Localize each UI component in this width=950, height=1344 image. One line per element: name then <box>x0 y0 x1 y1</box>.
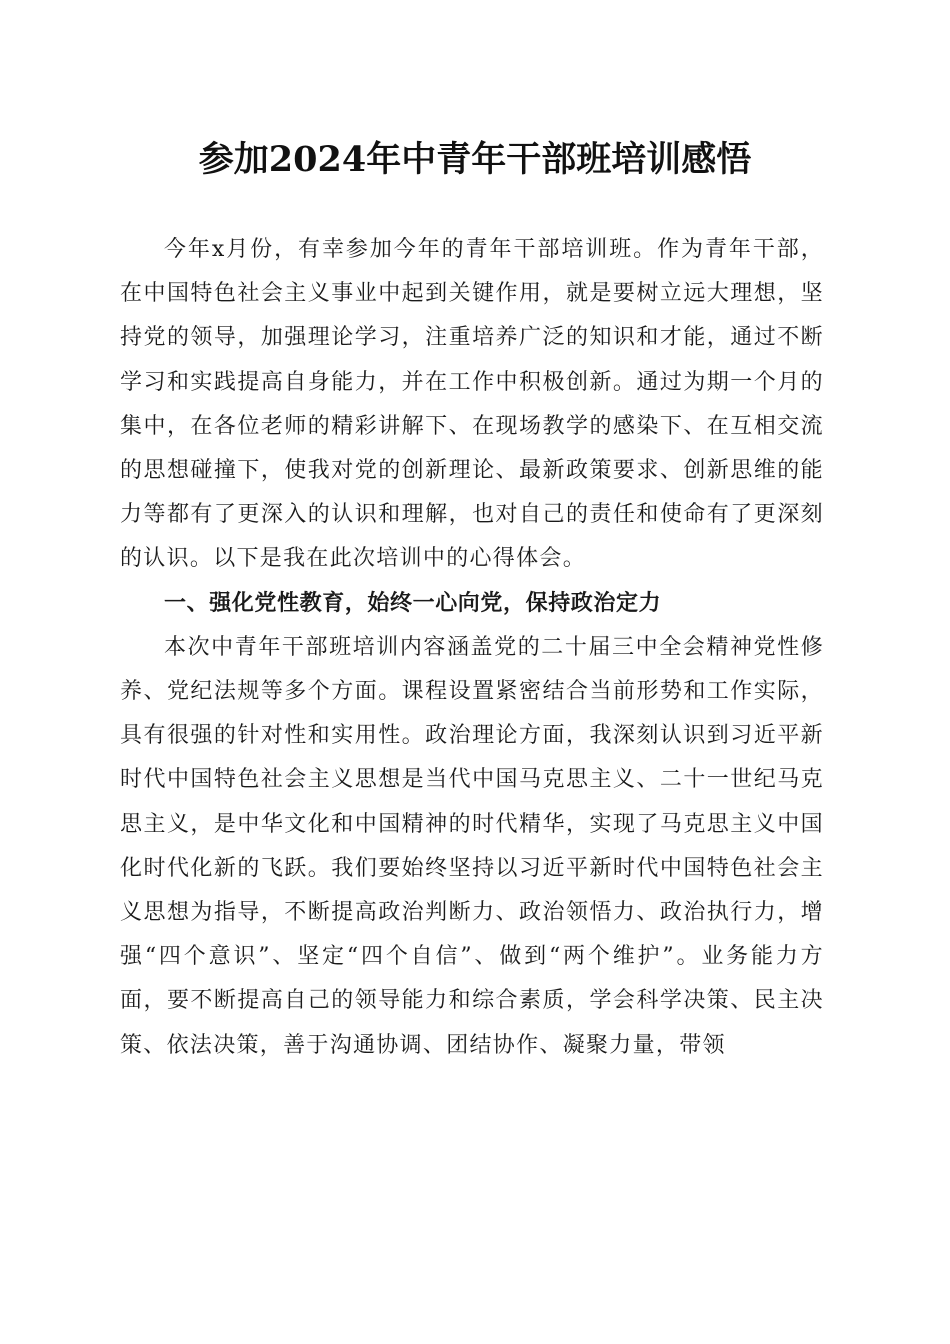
section-heading-1: 一、强化党性教育，始终一心向党，保持政治定力 <box>164 590 662 616</box>
document-title: 参加2024年中青年干部班培训感悟 <box>198 139 752 180</box>
paragraph-section-1: 本次中青年干部班培训内容涵盖党的二十届三中全会精神党性修养、党纪法规等多个方面。课程设置紧密结合当前形势和工作实际，具有很强的针对性和实用性。政治理论方面，我深刻认识到习近平新时代中国特色社会主义思想是当代中国马克思主义、二十一世纪马克思主义，是中华文化和中国精神的时代精华，实现了马克思主义中国化时代化新的飞跃。我们要始终坚持以习近平新时代中国特色社会主义思想为指导，不断提高政治判断力、政治领悟力、政治执行力，增强“四个意识”、坚定“四个自信”、做到“两个维护”。业务能力方面，要不断提高自己的领导能力和综合素质，学会科学决策、民主决策、依法决策，善于沟通协调、团结协作、凝聚力量，带领 <box>120 634 824 1058</box>
document-body <box>120 228 824 1068</box>
paragraph-intro: 今年x月份，有幸参加今年的青年干部培训班。作为青年干部，在中国特色社会主义事业中起到关键作用，就是要树立远大理想，坚持党的领导，加强理论学习，注重培养广泛的知识和才能，通过不断学习和实践提高自身能力，并在工作中积极创新。通过为期一个月的集中，在各位老师的精彩讲解下、在现场教学的感染下、在互相交流的思想碰撞下，使我对党的创新理论、最新政策要求、创新思维的能力等都有了更深入的认识和理解，也对自己的责任和使命有了更深刻的认识。以下是我在此次培训中的心得体会。 <box>120 237 824 572</box>
